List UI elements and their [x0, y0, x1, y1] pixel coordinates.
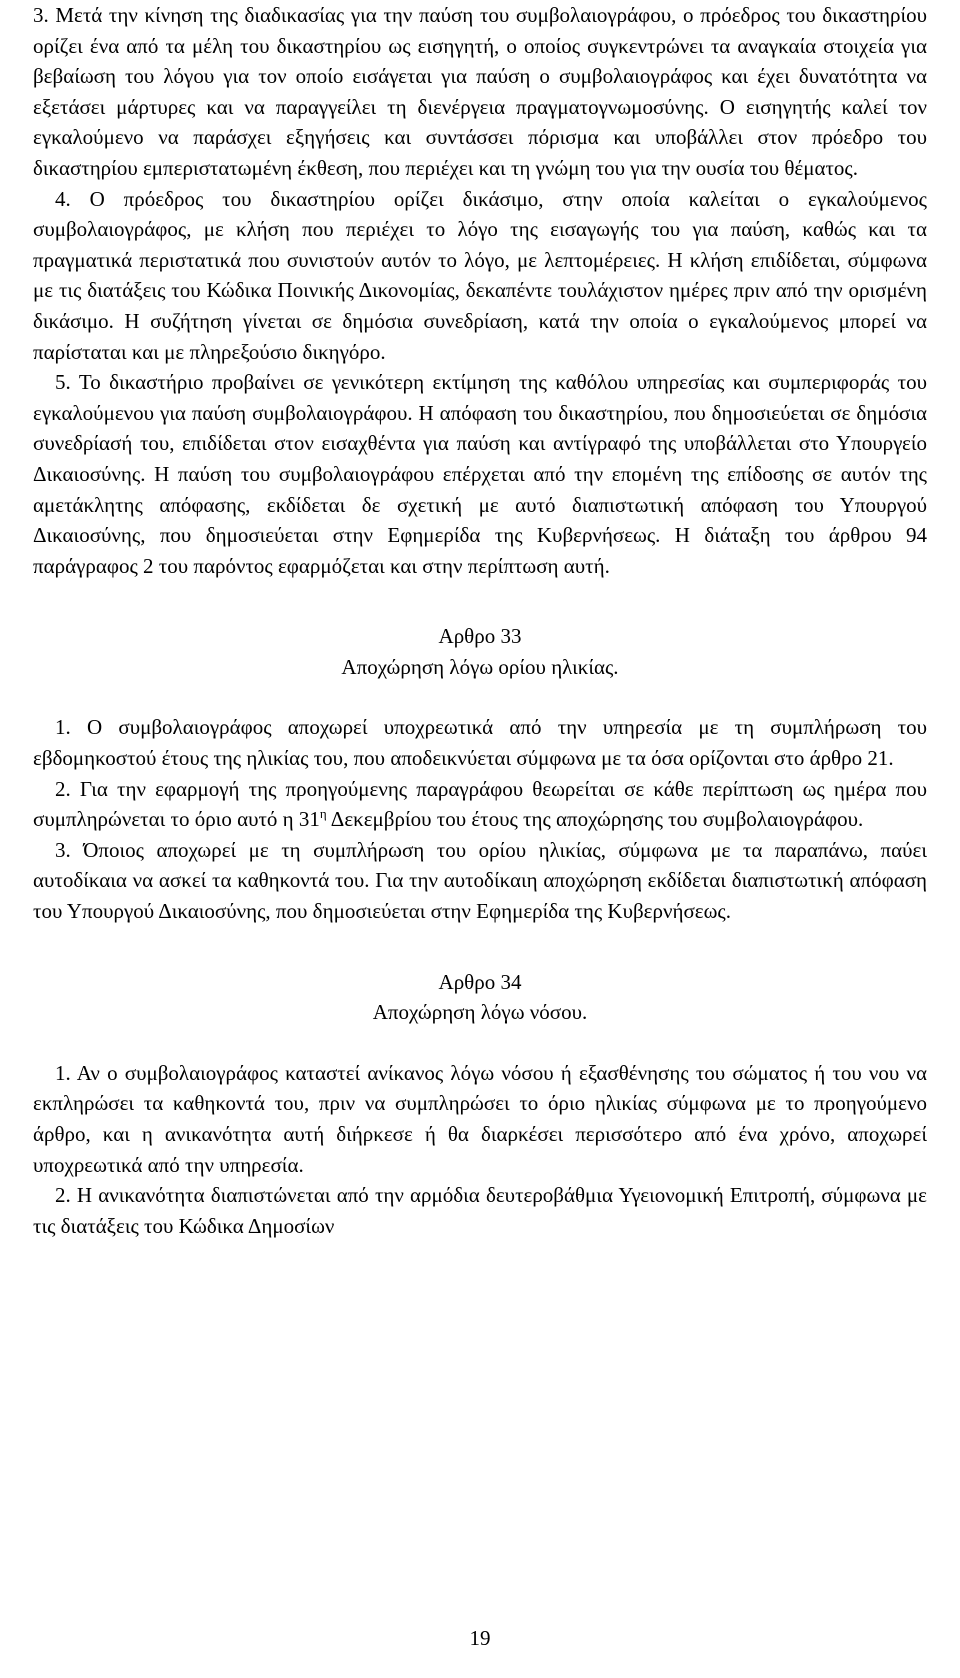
paragraph-text: Όποιος αποχωρεί με τη συμπλήρωση του ορίου ηλικίας, σύμφωνα με τα παραπάνω, παύει αυτοδίκαια να ασκεί τα καθηκοντά του. Για την αυτοδίκαιη αποχώρηση εκδίδεται διαπιστωτική απόφαση του Υπουργού Δικαιοσύνης, που δημοσιεύεται στην Εφημερίδα της Κυβερνήσεως.	[33, 837, 928, 924]
article-33-title: Αρθρο 33	[438, 624, 522, 649]
paragraph-number: 5.	[55, 370, 71, 395]
paragraph-number: 4.	[55, 186, 71, 211]
paragraph-text: Ο συμβολαιογράφος αποχωρεί υποχρεωτικά από την υπηρεσία με τη συμπλήρωση του εβδομηκοστού έτους της ηλικίας του, που αποδεικνύεται σύμφωνα με τα όσα ορίζονται στο άρθρο 21.	[33, 715, 928, 771]
article-33-paragraph-1	[33, 712, 927, 773]
paragraph-number: 1.	[55, 715, 71, 740]
article-34-subtitle: Αποχώρηση λόγω νόσου.	[372, 1000, 588, 1025]
paragraph-text-before: Για την εφαρμογή της προηγούμενης παραγράφου θεωρείται σε κάθε περίπτωση ως ημέρα που συμπληρώνεται το όριο αυτό η 31	[33, 776, 927, 832]
article-34-paragraph-2	[33, 1180, 927, 1241]
article-34-paragraph-1	[33, 1058, 927, 1180]
article-33-paragraph-3	[33, 835, 927, 927]
paragraph-text: Η ανικανότητα διαπιστώνεται από την αρμόδια δευτεροβάθμια Υγειονομική Επιτροπή, σύμφωνα με τις διατάξεις του Κώδικα Δημοσίων	[33, 1183, 928, 1238]
paragraph-text: Ο πρόεδρος του δικαστηρίου ορίζει δικάσιμο, στην οποία καλείται ο εγκαλούμενος συμβολαιογράφος, με κλήση που περιέχει το λόγο της εισαγωγής του για παύση, καθώς και τα πραγματικά περιστατικά που συνιστούν αυτόν το λόγο, με λεπτομέρειες. Η κλήση επιδίδεται, σύμφωνα με τις διατάξεις του Κώδικα Ποινικής Δικονομίας, δεκαπέντε τουλάχιστον ημέρες πριν από την ορισμένη δικάσιμο. Η συζήτηση γίνεται σε δημόσια συνεδρίαση, κατά την οποία ο εγκαλούμενος μπορεί να παρίσταται και με πληρεξούσιο δικηγόρο.	[33, 186, 927, 364]
paragraph-number: 2.	[55, 1183, 71, 1208]
paragraph-4	[33, 184, 927, 368]
article-33-paragraph-2	[33, 774, 927, 835]
article-33-subtitle: Αποχώρηση λόγω ορίου ηλικίας.	[341, 654, 619, 679]
paragraph-number: 2.	[55, 776, 71, 801]
page-number: 19	[469, 1626, 491, 1650]
document-body	[33, 0, 927, 1241]
article-34-title: Αρθρο 34	[438, 969, 522, 994]
superscript-ordinal: η	[319, 806, 327, 822]
paragraph-5	[33, 367, 927, 581]
paragraph-number: 3.	[55, 837, 71, 862]
paragraph-text-after: Δεκεμβρίου του έτους της αποχώρησης του συμβολαιογράφου.	[326, 807, 864, 832]
paragraph-text: Το δικαστήριο προβαίνει σε γενικότερη εκτίμηση της καθόλου υπηρεσίας και συμπεριφοράς του εγκαλούμενου για παύση συμβολαιογράφου. Η απόφαση του δικαστηρίου, που δημοσιεύεται σε δημόσια συνεδρίασή του, επιδίδεται στον εισαχθέντα για παύση και αντίγραφό της υποβάλλεται στο Υπουργείο Δικαιοσύνης. Η παύση του συμβολαιογράφου επέρχεται από την επομένη της επίδοσης σε αυτόν της αμετάκλητης απόφασης, εκδίδεται δε σχετική με αυτό διαπιστωτική απόφαση του Υπουργού Δικαιοσύνης, που δημοσιεύεται στην Εφημερίδα της Κυβερνήσεως. Η διάταξη του άρθρου 94 παράγραφος 2 του παρόντος εφαρμόζεται και στην περίπτωση αυτή.	[33, 370, 927, 578]
paragraph-number: 3.	[33, 3, 49, 27]
paragraph-number: 1.	[55, 1060, 71, 1085]
paragraph-3	[33, 0, 927, 184]
paragraph-text: Αν ο συμβολαιογράφος καταστεί ανίκανος λόγω νόσου ή εξασθένησης του σώματος ή του νου να εκπληρώσει τα καθηκοντά του, πριν να συμπληρώσει το όριο ηλικίας σύμφωνα με το προηγούμενο άρθρο, και η ανικανότητα αυτή διήρκεσε ή θα διαρκέσει περισσότερο από ένα χρόνο, αποχωρεί υποχρεωτικά από την υπηρεσία.	[33, 1060, 927, 1177]
paragraph-text: Μετά την κίνηση της διαδικασίας για την παύση του συμβολαιογράφου, ο πρόεδρος του δικαστηρίου ορίζει ένα από τα μέλη του δικαστηρίου ως εισηγητή, ο οποίος συγκεντρώνει τα αναγκαία στοιχεία για βεβαίωση του λόγου για τον οποίο εισάγεται για παύση ο συμβολαιογράφος και έχει δυνατότητα να εξετάσει μάρτυρες και να παραγγείλει τη διενέργεια πραγματογνωμοσύνης. Ο εισηγητής καλεί τον εγκαλούμενο να παράσχει εξηγήσεις και συντάσσει πόρισμα και υποβάλλει στον πρόεδρο του δικαστηρίου εμπεριστατωμένη έκθεση, που περιέχει και τη γνώμη του για την ουσία του θέματος.	[33, 3, 928, 180]
